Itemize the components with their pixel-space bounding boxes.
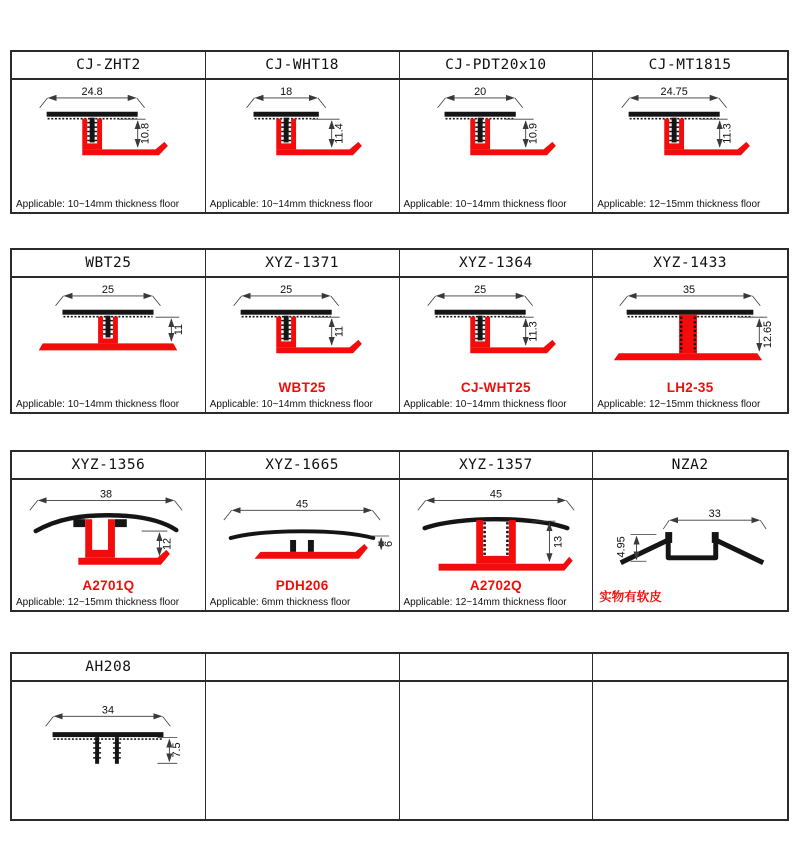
t-bar-profile-drawing xyxy=(12,694,205,798)
product-cell-xyz-1364 xyxy=(400,278,594,412)
product-code-header: XYZ-1433 xyxy=(653,255,728,271)
t-molding-profile-drawing xyxy=(206,82,399,189)
drawing-row xyxy=(12,80,787,212)
red-model-label: PDH206 xyxy=(275,578,329,593)
empty-cell xyxy=(206,682,400,819)
product-code-header xyxy=(206,654,400,680)
product-code-header: WBT25 xyxy=(12,250,206,276)
t-molding-profile-drawing xyxy=(593,280,787,387)
applicable-note: Applicable: 12~15mm thickness floor xyxy=(597,199,761,210)
width-dimension: 18 xyxy=(280,85,293,98)
transition-profile-drawing xyxy=(400,486,593,590)
applicable-note: Applicable: 10~14mm thickness floor xyxy=(403,199,567,210)
product-cell-xyz-1665 xyxy=(206,480,400,610)
width-dimension: 25 xyxy=(102,283,115,296)
red-model-label: CJ-WHT25 xyxy=(460,380,531,395)
header-row xyxy=(12,52,787,80)
width-dimension: 33 xyxy=(708,508,721,521)
t-molding-profile-drawing xyxy=(12,82,205,189)
red-chinese-note: 实物有软皮 xyxy=(599,590,662,604)
width-dimension: 38 xyxy=(100,488,113,501)
product-cell-xyz-1357 xyxy=(400,480,594,610)
height-dimension: 11.3 xyxy=(527,321,540,342)
applicable-note: Applicable: 10~14mm thickness floor xyxy=(16,399,180,410)
height-dimension: 12.65 xyxy=(762,320,775,349)
width-dimension: 34 xyxy=(102,704,115,717)
ramp-profile-drawing xyxy=(593,486,787,590)
t-molding-profile-drawing xyxy=(593,82,787,189)
product-code-header: NZA2 xyxy=(671,457,709,473)
product-code-header xyxy=(593,654,787,680)
product-cell-xyz-1433 xyxy=(593,278,787,412)
product-code-header: CJ-WHT18 xyxy=(206,52,400,78)
red-model-label: WBT25 xyxy=(278,380,326,395)
width-dimension: 45 xyxy=(489,488,502,501)
drawing-row xyxy=(12,682,787,819)
header-row xyxy=(12,654,787,682)
width-dimension: 25 xyxy=(473,283,487,296)
height-dimension: 7.5 xyxy=(171,742,184,758)
width-dimension: 45 xyxy=(296,498,309,511)
transition-profile-drawing xyxy=(12,486,205,590)
header-row xyxy=(12,452,787,480)
product-table-row-4 xyxy=(10,652,789,821)
height-dimension: 10.9 xyxy=(527,122,540,145)
applicable-note: Applicable: 12~15mm thickness floor xyxy=(597,399,761,410)
header-row xyxy=(12,250,787,278)
drawing-row xyxy=(12,480,787,610)
product-cell-cj-pdt20x10 xyxy=(400,80,594,212)
height-dimension: 11 xyxy=(173,323,186,336)
red-model-label: A2702Q xyxy=(469,578,522,593)
applicable-note: Applicable: 12~15mm thickness floor xyxy=(16,597,180,608)
applicable-note: Applicable: 12~14mm thickness floor xyxy=(403,597,567,608)
product-cell-wbt25 xyxy=(12,278,206,412)
applicable-note: Applicable: 10~14mm thickness floor xyxy=(209,199,373,210)
height-dimension: 13 xyxy=(552,535,565,549)
product-cell-xyz-1356 xyxy=(12,480,206,610)
product-cell-cj-zht2 xyxy=(12,80,206,212)
product-code-header: XYZ-1356 xyxy=(12,452,206,478)
product-cell-cj-wht18 xyxy=(206,80,400,212)
drawing-row xyxy=(12,278,787,412)
applicable-note: Applicable: 10~14mm thickness floor xyxy=(209,399,373,410)
t-molding-profile-drawing xyxy=(400,280,593,387)
height-dimension: 11.3 xyxy=(721,123,734,144)
product-cell-cj-mt1815 xyxy=(593,80,787,212)
product-table-row-2 xyxy=(10,248,789,414)
flat-profile-drawing xyxy=(206,486,399,590)
product-code-header: XYZ-1665 xyxy=(206,452,400,478)
product-code-header: XYZ-1371 xyxy=(206,250,400,276)
product-cell-nza2 xyxy=(593,480,787,610)
t-molding-profile-drawing xyxy=(206,280,399,387)
applicable-note: Applicable: 10~14mm thickness floor xyxy=(403,399,567,410)
product-code-header: CJ-MT1815 xyxy=(648,57,732,73)
width-dimension: 35 xyxy=(683,283,696,296)
height-dimension: 11.4 xyxy=(333,123,346,144)
width-dimension: 24.75 xyxy=(660,85,688,98)
product-code-header xyxy=(400,654,594,680)
product-code-header: CJ-PDT20x10 xyxy=(400,52,594,78)
product-cell-xyz-1371 xyxy=(206,278,400,412)
empty-cell xyxy=(593,682,787,819)
red-model-label: LH2-35 xyxy=(666,380,714,395)
t-molding-profile-drawing xyxy=(400,82,593,189)
product-code-header: AH208 xyxy=(12,654,206,680)
product-code-header: CJ-ZHT2 xyxy=(12,52,206,78)
empty-cell xyxy=(400,682,594,819)
width-dimension: 24.8 xyxy=(81,85,104,98)
height-dimension: 4.95 xyxy=(615,536,628,558)
height-dimension: 6 xyxy=(383,540,396,547)
product-table-row-3 xyxy=(10,450,789,612)
height-dimension: 11 xyxy=(333,325,346,338)
red-model-label: A2701Q xyxy=(82,578,135,593)
product-code-header: XYZ-1364 xyxy=(400,250,594,276)
product-table-row-1 xyxy=(10,50,789,214)
height-dimension: 10.8 xyxy=(139,122,152,145)
applicable-note: Applicable: 10~14mm thickness floor xyxy=(16,199,180,210)
t-molding-profile-drawing xyxy=(12,280,205,387)
width-dimension: 25 xyxy=(280,283,293,296)
product-cell-ah208 xyxy=(12,682,206,819)
applicable-note: Applicable: 6mm thickness floor xyxy=(209,597,351,608)
product-code-header: XYZ-1357 xyxy=(400,452,594,478)
height-dimension: 12 xyxy=(161,537,174,550)
width-dimension: 20 xyxy=(473,85,487,98)
